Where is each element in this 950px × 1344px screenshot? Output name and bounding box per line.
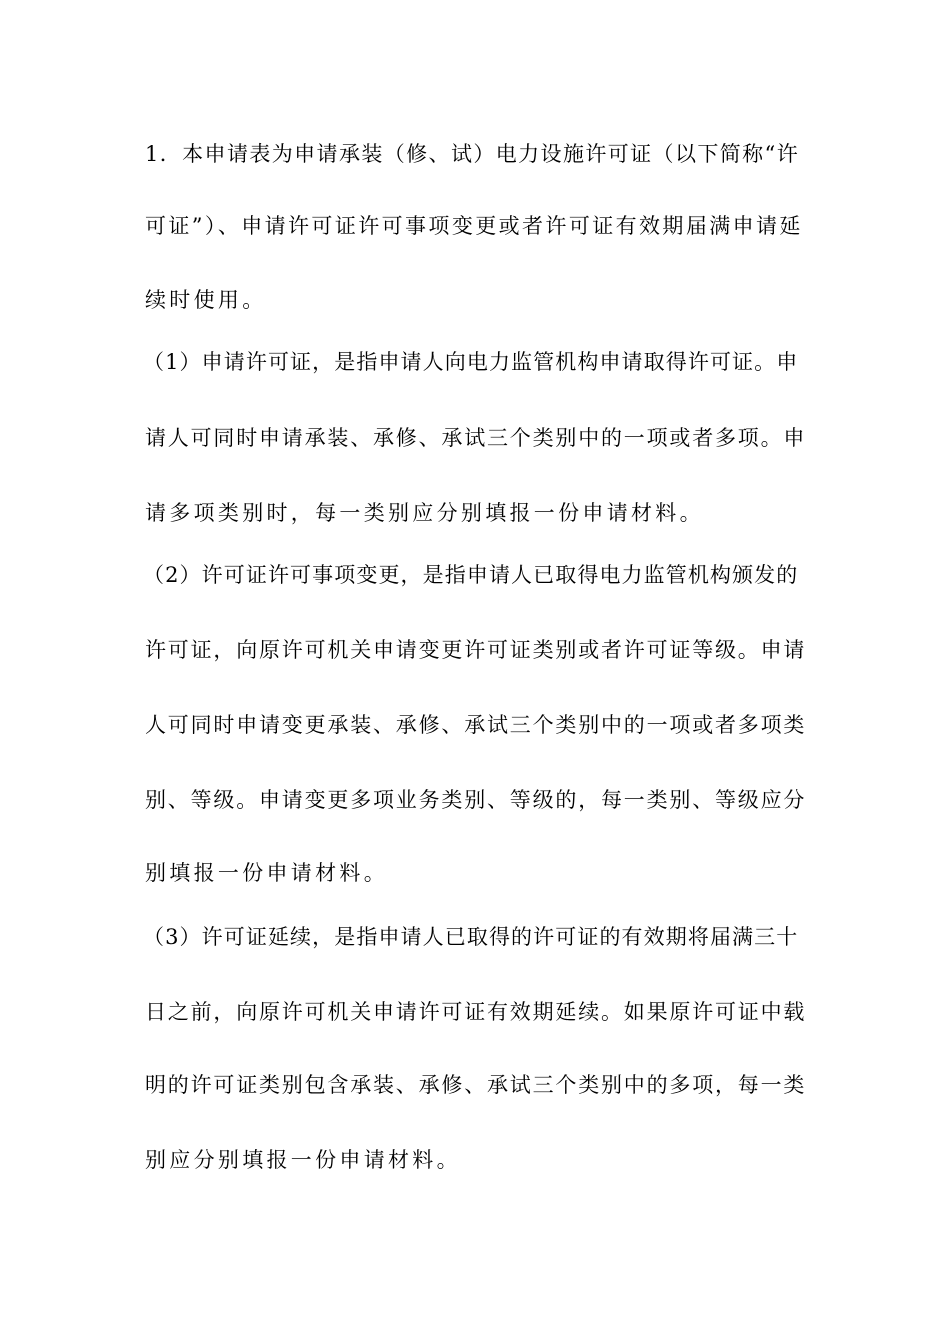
text-line: （1）申请许可证，是指申请人向电力监管机构申请取得许可证。申: [143, 350, 799, 374]
text-line: 日之前，向原许可机关申请许可证有效期延续。如果原许可证中载: [145, 1000, 807, 1024]
text-line: （2）许可证许可事项变更，是指申请人已取得电力监管机构颁发的: [143, 563, 799, 587]
text-line: 可证”）、申请许可证许可事项变更或者许可证有效期届满申请延: [145, 214, 803, 238]
text-line: 别、等级。申请变更多项业务类别、等级的，每一类别、等级应分: [145, 788, 807, 812]
text-line: 别填报一份申请材料。: [145, 861, 388, 885]
text-line: （3）许可证延续，是指申请人已取得的许可证的有效期将届满三十: [143, 925, 799, 949]
text-line: 人可同时申请变更承装、承修、承试三个类别中的一项或者多项类: [145, 713, 807, 737]
text-line: 请人可同时申请承装、承修、承试三个类别中的一项或者多项。申: [145, 426, 807, 450]
text-line: 明的许可证类别包含承装、承修、承试三个类别中的多项，每一类: [145, 1073, 807, 1097]
text-line: 许可证，向原许可机关申请变更许可证类别或者许可证等级。申请: [145, 638, 807, 662]
text-line: 请多项类别时，每一类别应分别填报一份申请材料。: [145, 501, 704, 525]
text-line: 续时使用。: [145, 288, 267, 312]
text-line: 别应分别填报一份申请材料。: [145, 1148, 461, 1172]
text-line: 1．本申请表为申请承装（修、试）电力设施许可证（以下简称“许: [145, 142, 800, 166]
